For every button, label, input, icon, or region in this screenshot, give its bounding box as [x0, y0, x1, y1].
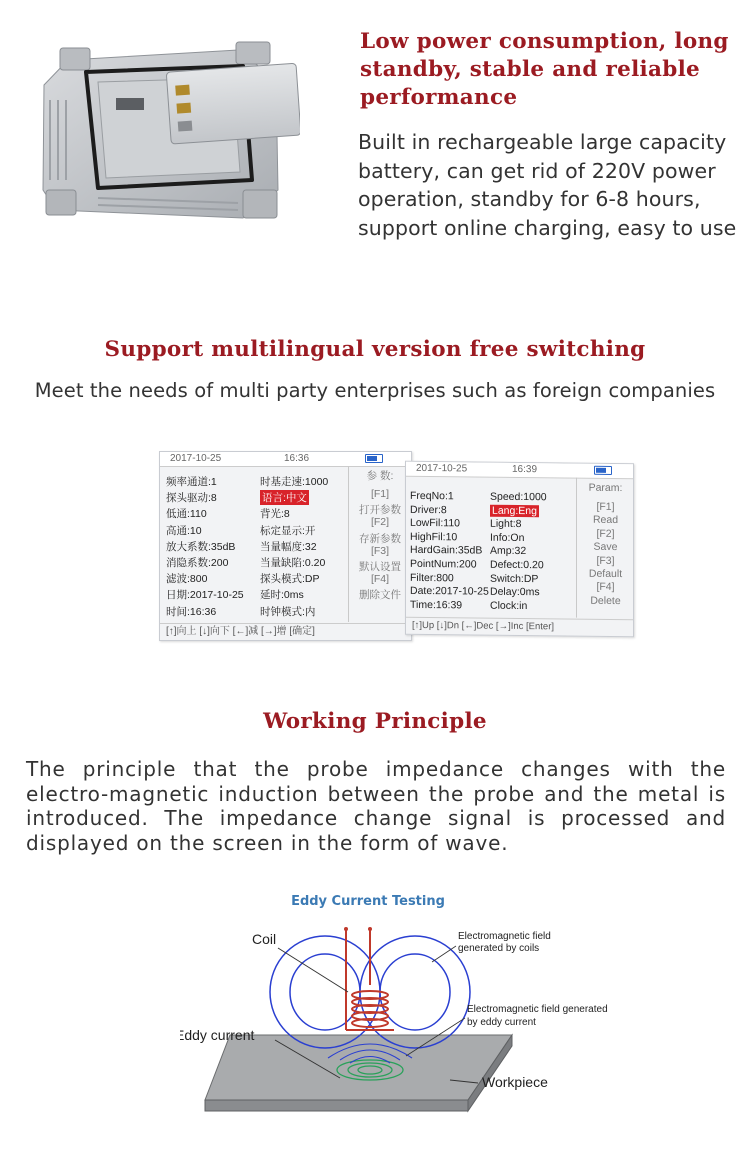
param-item: 时钟模式:内	[260, 605, 316, 618]
param-item: 放大系数:35dB	[166, 540, 236, 553]
param-item: 当量缺陷:0.20	[260, 557, 326, 569]
param-item: 探头驱动:8	[166, 492, 217, 505]
chinese-interface-screenshot	[159, 451, 412, 641]
menu-item: 存新参数	[359, 532, 401, 545]
param-item: 背光:8	[260, 508, 290, 521]
param-item: Filter:800	[410, 571, 454, 584]
param-item: PointNum:200	[410, 557, 477, 571]
menu-item: [F3]	[370, 544, 390, 557]
param-item: Date:2017-10-25	[410, 585, 489, 598]
param-item: 探头模式:DP	[260, 573, 320, 586]
param-item: 时基走速:1000	[260, 476, 329, 488]
menu-item: [F1]	[370, 488, 390, 500]
param-item: Speed:1000	[490, 490, 547, 504]
param-item: FreqNo:1	[410, 489, 454, 503]
menu-item: [F4]	[596, 581, 615, 594]
menu-item: Save	[593, 540, 618, 554]
eddy-current-label: Eddy current	[180, 1027, 255, 1043]
section2-heading: Support multilingual version free switching	[104, 337, 646, 362]
param-item: LowFil:110	[410, 517, 460, 530]
param-item: HardGain:35dB	[410, 544, 483, 558]
section1-body: Built in rechargeable large capacity battery, can get rid of 220V power operation, standby for 6-8 hours, support online charging, easy to use	[358, 130, 737, 240]
coil-label: Coil	[252, 931, 277, 947]
param-item: 时间:16:36	[166, 605, 217, 618]
section3-heading: Working Principle	[263, 709, 487, 734]
param-item: Driver:8	[410, 503, 447, 516]
screen-date: 2017-10-25	[170, 453, 222, 464]
menu-item: Default	[588, 567, 623, 581]
menu-item: [F1]	[596, 500, 615, 513]
menu-item: 默认设置	[359, 561, 401, 573]
language-setting-selected: Lang:Eng	[492, 504, 537, 517]
workpiece-label: Workpiece	[482, 1074, 548, 1090]
screen-date: 2017-10-25	[416, 462, 468, 475]
menu-item: 删除文件	[359, 589, 401, 602]
field-eddy-label-line2: by eddy current	[467, 1017, 536, 1028]
param-item: Time:16:39	[410, 598, 463, 612]
param-item: Delay:0ms	[490, 585, 540, 599]
param-item: 滤波:800	[166, 573, 208, 586]
param-item: Amp:32	[490, 545, 527, 558]
eddy-current-diagram	[180, 880, 660, 1120]
screen-header	[160, 452, 411, 467]
battery-icon	[365, 454, 383, 463]
param-item: 低通:110	[166, 508, 207, 521]
param-item: Info:On	[490, 531, 525, 544]
english-interface-screenshot	[405, 461, 634, 637]
param-item: 频率通道:1	[166, 476, 217, 488]
param-item: 高通:10	[166, 524, 202, 537]
menu-item: Delete	[590, 594, 621, 607]
field-eddy-label-line1: Electromagnetic field generated	[467, 1004, 608, 1015]
field-coils-label-line2: generated by coils	[458, 943, 540, 954]
menu-item: [F2]	[370, 516, 390, 529]
screen-time: 16:36	[284, 453, 310, 464]
section3-body: The principle that the probe impedance changes with the electro-magnetic induction between the probe and the metal is introduced. The impedance change signal is processed and displayed on the screen in the form of wave.	[26, 757, 726, 855]
screen-footer: [↑]向上 [↓]向下 [←]减 [→]增 [确定]	[160, 623, 411, 640]
screen-header	[406, 462, 633, 479]
param-item: 当量幅度:32	[260, 540, 317, 553]
menu-item: [F2]	[596, 527, 615, 540]
menu-item: Read	[592, 514, 619, 527]
param-item: 日期:2017-10-25	[166, 589, 244, 602]
param-item: Clock:in	[490, 599, 528, 612]
screen-time: 16:39	[512, 463, 538, 476]
screen-footer: [↑]Up [↓]Dn [←]Dec [→]Inc [Enter]	[406, 617, 633, 636]
section2-body: Meet the needs of multi party enterprises such as foreign companies	[34, 379, 716, 402]
param-item: Light:8	[490, 517, 522, 531]
param-item: HighFil:10	[410, 530, 458, 544]
param-item: 消隐系数:200	[166, 557, 229, 569]
battery-icon	[594, 466, 612, 475]
diagram-title: Eddy Current Testing	[291, 894, 445, 909]
menu-item: 打开参数	[359, 504, 401, 517]
menu-item: [F3]	[596, 554, 615, 567]
menu-title: Param:	[588, 481, 623, 495]
param-item: 延时:0ms	[260, 589, 304, 602]
param-item: Defect:0.20	[490, 558, 544, 572]
menu-title: 参 数:	[366, 470, 394, 482]
param-item: Switch:DP	[490, 572, 539, 585]
menu-item: [F4]	[370, 573, 390, 586]
param-item: 标定显示:开	[260, 524, 316, 537]
language-setting-selected: 语言:中文	[262, 492, 307, 505]
field-coils-label-line1: Electromagnetic field	[458, 931, 551, 942]
battery-device-image	[38, 40, 300, 225]
section1-heading: Low power consumption, long standby, stable and reliable performance	[360, 29, 729, 110]
